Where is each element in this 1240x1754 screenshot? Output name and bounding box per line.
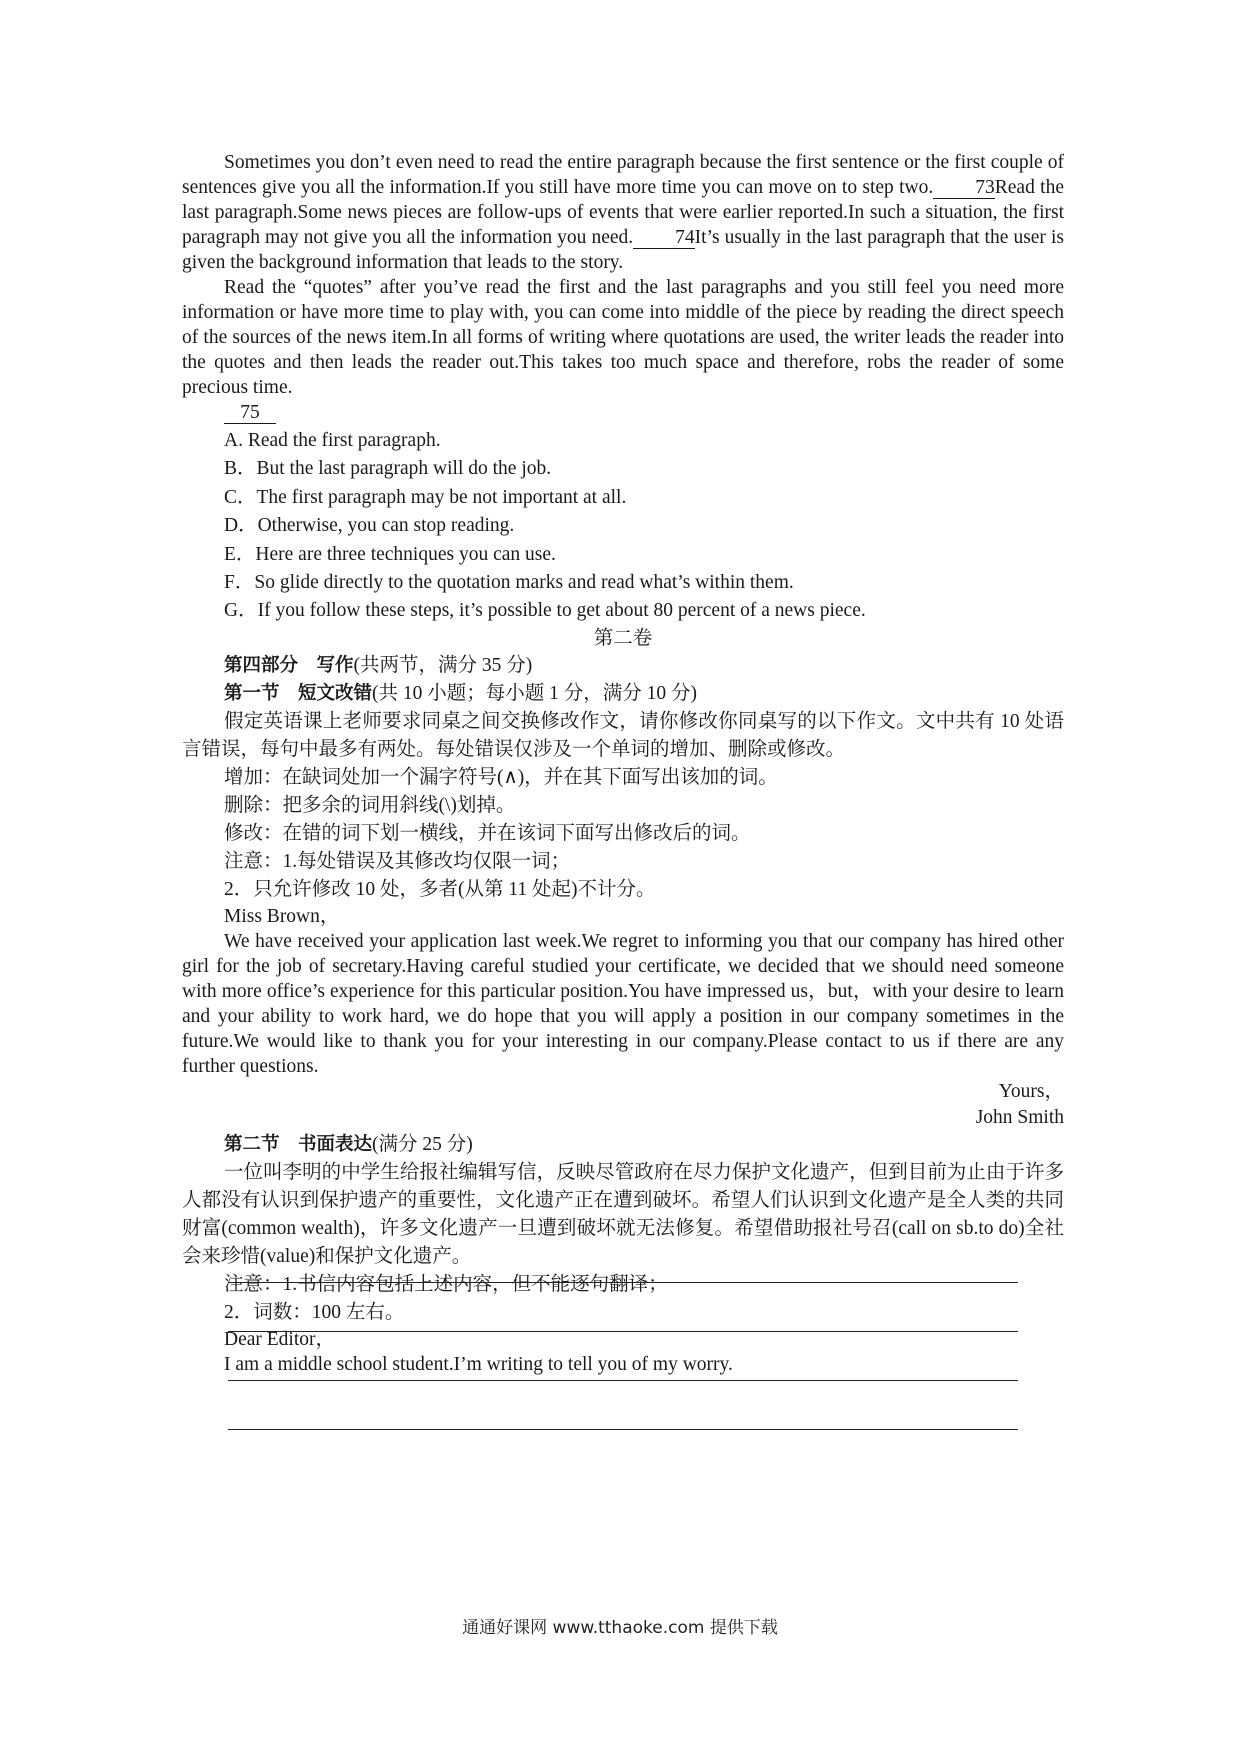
section1-note-1: 注意：1.每处错误及其修改均仅限一词；	[224, 850, 571, 872]
para1-part-c: It’s usually in the last paragraph that the user is given the background information that leads to the story.	[182, 227, 1064, 273]
reading-paragraph-2: Read the “quotes” after you’ve read the first and the last paragraphs and you still feel you need more information or have more time to play with, you can come into middle of the piece by reading the direct speech of the sources of the news item.In all forms of writing where quotations are used, the writer leads the reader into the quotes and then leads the reader out.This takes too much space and therefore, robs the reader of some precious time.	[182, 277, 1064, 398]
section1-instruction: 假定英语课上老师要求同桌之间交换修改作文，请你修改你同桌写的以下作文。文中共有 10 处语言错误，每句中最多有两处。每处错误仅涉及一个单词的增加、删除或修改。	[182, 710, 1064, 760]
blank-73: 73	[933, 178, 995, 199]
answer-line[interactable]	[228, 1331, 1018, 1332]
rule-delete: 删除：把多余的词用斜线(\)划掉。	[224, 794, 516, 816]
section1-heading	[182, 680, 1064, 708]
options-list	[182, 427, 1064, 626]
section2-opening: I am a middle school student.I’m writing to tell you of my worry.	[224, 1353, 733, 1375]
para1-part-a: Sometimes you don’t even need to read the entire paragraph because the first sentence or the first couple of sentences give you all the information.If you still have more time you can move on to step two.	[182, 152, 1064, 198]
section2-title: 第二节 书面表达	[224, 1133, 373, 1155]
section1-title: 第一节 短文改错	[224, 682, 373, 704]
option-d: D．Otherwise, you can stop reading.	[224, 515, 515, 537]
rule-add: 增加：在缺词处加一个漏字符号(∧)，并在其下面写出该加的词。	[224, 766, 778, 788]
option-c: C．The first paragraph may be not important at all.	[224, 486, 627, 508]
blank-75: 75	[224, 403, 276, 424]
section2-score: (满分 25 分)	[372, 1133, 473, 1155]
rule-modify: 修改：在错的词下划一横线，并在该词下面写出修改后的词。	[224, 822, 751, 844]
letter-closing: Yours，	[998, 1080, 1064, 1102]
answer-line[interactable]	[228, 1429, 1018, 1430]
option-b: B．But the last paragraph will do the job.	[224, 458, 552, 480]
part4-heading	[182, 652, 1064, 680]
exam-page	[182, 150, 1064, 1377]
letter-signature: John Smith	[975, 1106, 1064, 1128]
para1-part-b: Read the last paragraph.Some news pieces are follow-ups of events that were earlier reported.In such a situation, the first paragraph may not give you all the information you need.	[182, 177, 1064, 248]
option-e: E．Here are three techniques you can use.	[224, 543, 556, 565]
answer-line[interactable]	[228, 1380, 1018, 1381]
page-footer: 通通好课网 www.tthaoke.com 提供下载	[462, 1618, 778, 1638]
section1-note-2: 2．只允许修改 10 处，多者(从第 11 处起)不计分。	[224, 878, 656, 900]
part4-title: 第四部分 写作	[224, 654, 354, 676]
answer-line[interactable]	[228, 1282, 1018, 1283]
option-f: F．So glide directly to the quotation marks and read what’s within them.	[224, 572, 794, 594]
section2-note-2: 2．词数：100 左右。	[224, 1301, 405, 1323]
section2-salutation: Dear Editor，	[224, 1328, 336, 1350]
volume-title: 第二卷	[593, 627, 653, 649]
answer-lines	[228, 1282, 1018, 1478]
part4-score: (共两节，满分 35 分)	[353, 654, 533, 676]
section2-heading	[182, 1131, 1064, 1159]
section1-score: (共 10 小题；每小题 1 分，满分 10 分)	[372, 682, 698, 704]
blank-75-line	[182, 400, 1064, 425]
option-g: G．If you follow these steps, it’s possible to get about 80 percent of a news piece.	[224, 600, 866, 622]
reading-paragraph-1	[182, 150, 1064, 275]
option-a: A. Read the first paragraph.	[224, 430, 441, 451]
letter-salutation: Miss Brown，	[224, 905, 340, 927]
section2-instruction: 一位叫李明的中学生给报社编辑写信，反映尽管政府在尽力保护文化遗产，但到目前为止由于许多人都没有认识到保护遗产的重要性，文化遗产正在遭到破坏。希望人们认识到文化遗产是全人类的共同财富(common wealth)，许多文化遗产一旦遭到破坏就无法修复。希望借助报社号召(call on sb.to do)全社会来珍惜(value)和保护文化遗产。	[182, 1161, 1064, 1267]
section2-note-1: 注意：1.书信内容包括上述内容，但不能逐句翻译；	[224, 1273, 668, 1295]
letter-body: We have received your application last week.We regret to informing you that our company has hired other girl for the job of secretary.Having careful studied your certificate, we decided that we should need someone with more office’s experience for this particular position.You have impressed us，but，with your desire to learn and your ability to work hard, we do hope that you will apply a position in our company sometimes in the future.We would like to thank you for your interesting in our company.Please contact to us if there are any further questions.	[182, 930, 1064, 1077]
blank-74: 74	[633, 228, 695, 249]
